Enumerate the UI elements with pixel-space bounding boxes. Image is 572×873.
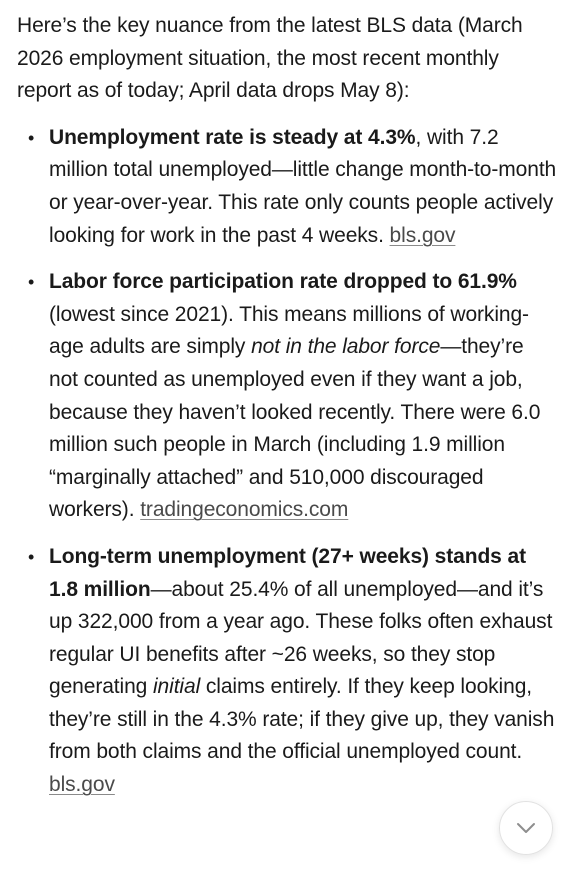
bullet-list (17, 122, 557, 802)
source-link-bls[interactable]: bls.gov (49, 773, 115, 797)
bullet-emphasis: initial (152, 675, 201, 699)
bullet-text: , with 7.2 million total unemployed—little change month-to-month or year-over-year. This rate only counts people actively looking for work in the past 4 weeks. (49, 125, 557, 247)
intro-paragraph: Here’s the key nuance from the latest BLS data (March 2026 employment situation, the most recent monthly report as of today; April data drops May 8): (17, 14, 523, 103)
bullet-item-unemployment-rate (17, 122, 557, 252)
bullet-lead: Unemployment rate is steady at 4.3% (49, 125, 416, 149)
bullet-marker: • (28, 272, 35, 293)
bullet-text: —about 25.4% of all unemployed—and it’s up 322,000 from a year ago. These folks often exhaust regular UI benefits after ~26 weeks, so they stop generating (49, 577, 553, 699)
bullet-lead: Labor force participation rate dropped to 61.9% (49, 270, 517, 294)
chevron-down-icon (514, 816, 538, 840)
bullet-text-continued: —they’re not counted as unemployed even if they want a job, because they haven’t looked recently. There were 6.0 million such people in March (including 1.9 million “marginally attached” and 510,000 discouraged workers). (49, 335, 541, 522)
scroll-to-bottom-button[interactable] (499, 801, 553, 855)
bullet-text-continued: claims entirely. If they keep looking, they’re still in the 4.3% rate; if they give up, they vanish from both claims and the official unemployed count. (49, 675, 555, 764)
message-body (17, 10, 557, 816)
bullet-marker: • (28, 127, 35, 148)
bullet-lead: Long-term unemployment (27+ weeks) stands at 1.8 million (49, 544, 526, 601)
bullet-item-participation-rate (17, 266, 557, 527)
bullet-item-long-term-unemployment (17, 541, 557, 802)
source-link-tradingeconomics[interactable]: tradingeconomics.com (140, 498, 349, 522)
bullet-emphasis: not in the labor force (251, 335, 441, 359)
source-link-bls[interactable]: bls.gov (389, 223, 456, 247)
bullet-marker: • (28, 546, 35, 567)
bullet-text: (lowest since 2021). This means millions of working-age adults are simply (49, 302, 529, 359)
